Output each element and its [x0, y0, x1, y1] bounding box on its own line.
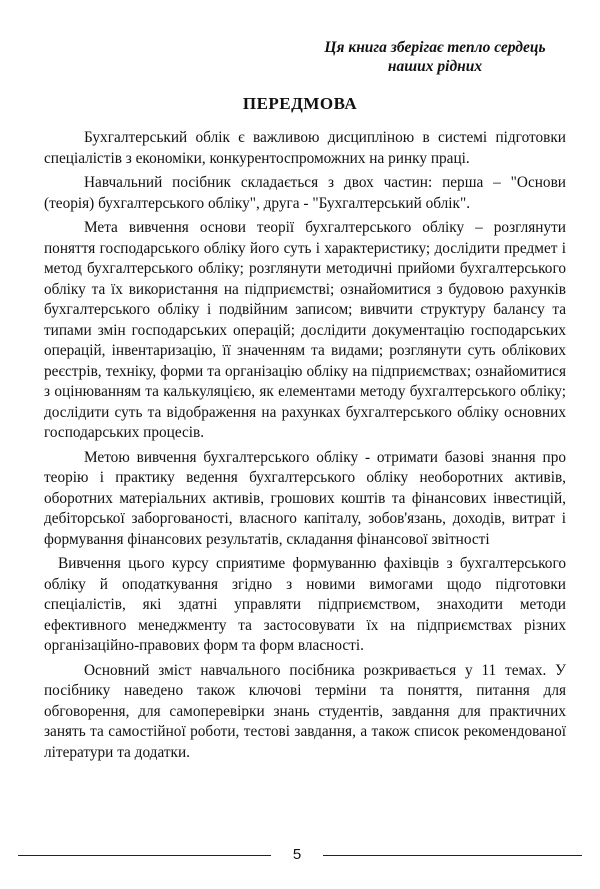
paragraph-4: Метою вивчення бухгалтерського обліку - отримати базові знання про теорію і практику ведення бухгалтерського обліку необоротних активів, оборотних матеріальних активів, грошових коштів та фінансових інвестицій, дебіторської заборгованості, власного капіталу, зобов'язань, доходів, витрат і формування фінансових результатів, складання фінансової звітності: [44, 448, 566, 548]
epigraph-line-1: Ця книга зберігає тепло сердець: [324, 39, 546, 56]
footer-rule-right: [323, 855, 582, 856]
paragraph-1: Бухгалтерський облік є важливою дисципліною в системі підготовки спеціалістів з економіки, конкурентоспроможних на ринку праці.: [44, 129, 566, 167]
page-footer: [18, 846, 582, 866]
epigraph: [290, 38, 580, 76]
epigraph-line-2: наших рідних: [387, 58, 483, 75]
page-title: ПЕРЕДМОВА: [242, 94, 358, 113]
document-body: [44, 128, 566, 767]
paragraph-6: Основний зміст навчального посібника розкривається у 11 темах. У посібнику наведено також ключові терміни та поняття, питання для обговорення, для самоперевірки знань студентів, завдання для практичних занять та самостійної роботи, тестові завдання, а також список рекомендованої літератури та додатки.: [44, 661, 566, 761]
paragraph-2: Навчальний посібник складається з двох частин: перша – "Основи (теорія) бухгалтерського обліку", друга - "Бухгалтерський облік".: [44, 174, 566, 212]
footer-rule-left: [18, 855, 271, 856]
paragraph-3: Мета вивчення основи теорії бухгалтерського обліку – розглянути поняття господарського обліку його суть і характеристику; дослідити предмет і метод бухгалтерського обліку; розглянути методичні прийоми бухгалтерського обліку та їх використання на підприємстві; ознайомитися з будовою рахунків бухгалтерського обліку і подвійним записом; вивчити структуру балансу та типами змін господарських операцій; дослідити документацію господарських операцій, інвентаризацію, її значенням та видами; розглянути суть облікових реєстрів, техніку, форми та організацію обліку на підприємствах; ознайомитися з оцінюванням та калькуляцією, як елементами методу бухгалтерського обліку; дослідити суть та відображення на рахунках бухгалтерського обліку основних господарських процесів.: [44, 219, 566, 441]
paragraph-5: Вивчення цього курсу сприятиме формуванню фахівців з бухгалтерського обліку й оподаткування згідно з новими вимогами щодо підготовки спеціалістів, які здатні управляти підприємством, знаходити методи ефективного менеджменту та застосовувати їх на підприємствах різних організаційно-правових форм та форм власності.: [44, 555, 566, 654]
page-number: 5: [292, 846, 302, 863]
